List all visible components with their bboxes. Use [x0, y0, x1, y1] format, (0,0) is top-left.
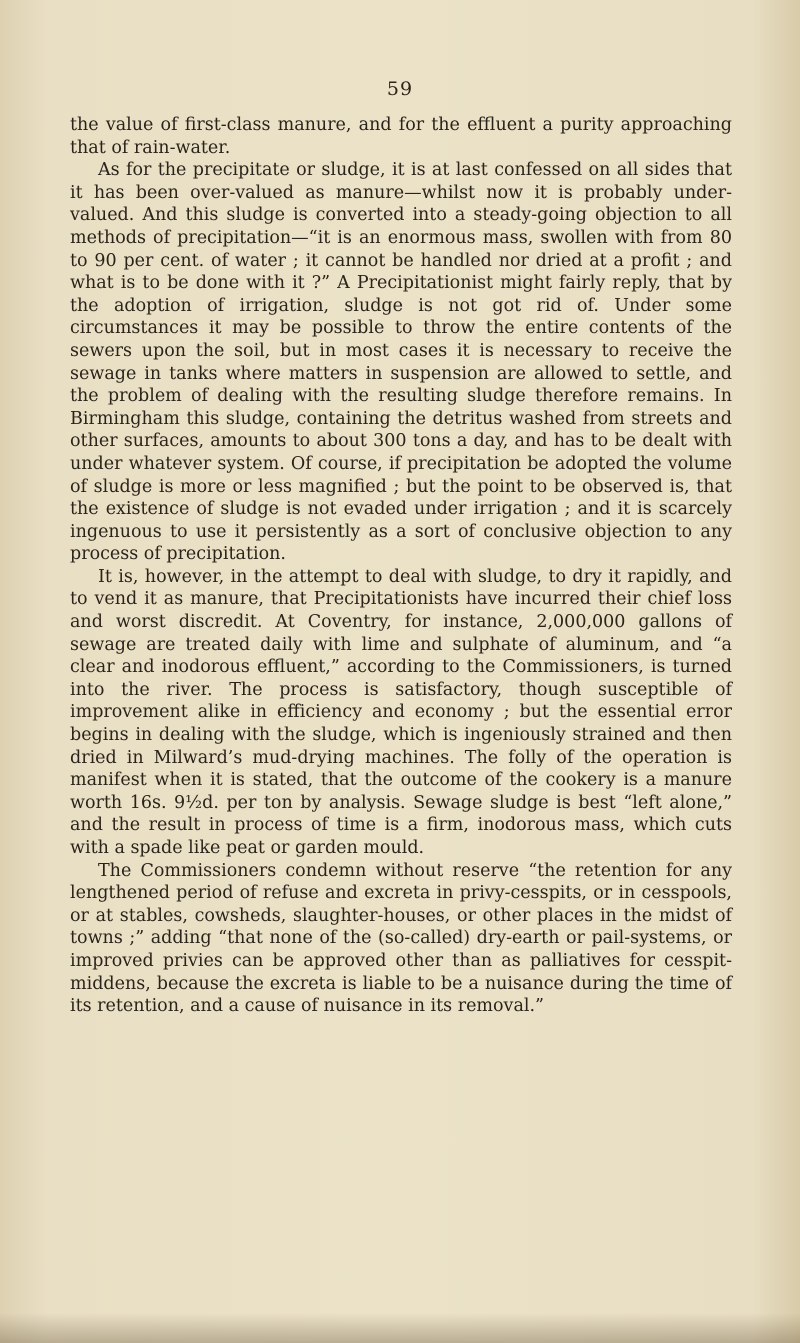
paragraph-commissioners: The Commissioners condemn without reserve “the retention for any lengthened period of refuse and excreta in privy-cesspits, or in cesspools, or at stables, cowsheds, slaughter-houses, or other places in the midst of towns ;” adding “that none of the (so-called) dry-earth or pail-systems, or improved privies can be approved other than as palliatives for cesspit-middens, because the excreta is liable to be a nuisance during the time of its retention, and a cause of nuisance in its removal.” [70, 860, 732, 1017]
body-text [70, 114, 732, 1018]
page-edge-shadow [0, 1313, 800, 1343]
paragraph-sludge: As for the precipitate or sludge, it is at last confessed on all sides that it has been over-valued as manure—whilst now it is probably under-valued. And this sludge is converted into a steady-going objection to all methods of precipitation—“it is an enormous mass, swollen with from 80 to 90 per cent. of water ; it cannot be handled nor dried at a profit ; and what is to be done with it ?” A Precipitationist might fairly reply, that by the adoption of irrigation, sludge is not got rid of. Under some circumstances it may be possible to throw the entire contents of the sewers upon the soil, but in most cases it is necessary to receive the sewage in tanks where matters in suspension are allowed to settle, and the problem of dealing with the resulting sludge therefore remains. In Birmingham this sludge, containing the detritus washed from streets and other surfaces, amounts to about 300 tons a day, and has to be dealt with under whatever system. Of course, if precipitation be adopted the volume of sludge is more or less magnified ; but the point to be observed is, that the existence of sludge is not evaded under irrigation ; and it is scarcely ingenuous to use it persistently as a sort of conclusive objection to any process of precipitation. [70, 160, 732, 565]
paragraph-continuation: the value of first-class manure, and for the effluent a purity approaching that of rain-water. [70, 115, 732, 158]
paragraph-coventry: It is, however, in the attempt to deal with sludge, to dry it rapidly, and to vend it as manure, that Precipitationists have incurred their chief loss and worst discredit. At Coventry, for instance, 2,000,000 gallons of sewage are treated daily with lime and sulphate of aluminum, and “a clear and inodorous effluent,” according to the Commissioners, is turned into the river. The process is satisfactory, though susceptible of improvement alike in efficiency and economy ; but the essential error begins in dealing with the sludge, which is ingeniously strained and then dried in Milward’s mud-drying machines. The folly of the operation is manifest when it is stated, that the outcome of the cookery is a manure worth 16s. 9½d. per ton by analysis. Sewage sludge is best “left alone,” and the result in process of time is a firm, inodorous mass, which cuts with a spade like peat or garden mould. [70, 566, 732, 858]
page-number: 59 [386, 78, 414, 100]
